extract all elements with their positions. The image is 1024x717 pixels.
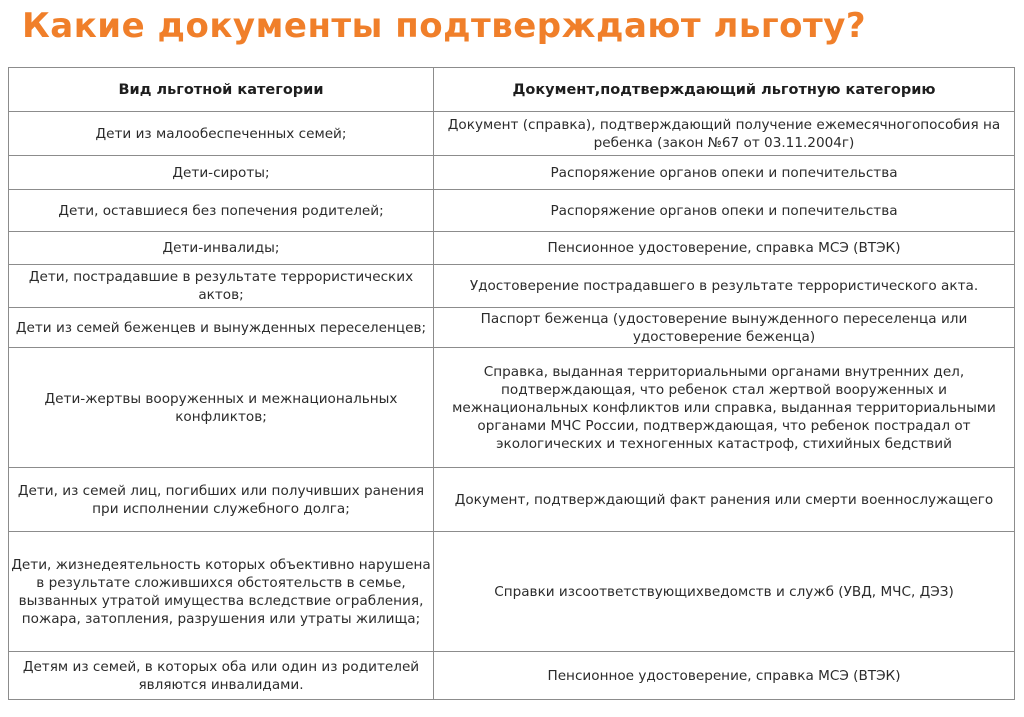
- document-cell: Справки изсоответствующихведомств и служб (УВД, МЧС, ДЭЗ): [434, 532, 1015, 652]
- table-row: [9, 468, 1015, 532]
- table-row: [9, 348, 1015, 468]
- table-row: [9, 156, 1015, 190]
- table-row: [9, 232, 1015, 265]
- table-row: [9, 112, 1015, 156]
- document-cell: Документ (справка), подтверждающий получение ежемесячногопособия на ребенка (закон №67 от 03.11.2004г): [434, 112, 1015, 156]
- document-cell: Удостоверение пострадавшего в результате террористического акта.: [434, 265, 1015, 308]
- page-title: Какие документы подтверждают льготу?: [22, 6, 867, 46]
- document-cell: Справка, выданная территориальными органами внутренних дел, подтверждающая, что ребенок стал жертвой вооруженных и межнациональных конфликтов или справка, выданная территориальными органами МЧС России, подтверждающая, что ребенок пострадал от экологических и техногенных катастроф, стихийных бедствий: [434, 348, 1015, 468]
- document-cell: Распоряжение органов опеки и попечительства: [434, 156, 1015, 190]
- category-cell: Дети из семей беженцев и вынужденных переселенцев;: [9, 308, 434, 348]
- table-row: [9, 265, 1015, 308]
- table-header-row: [9, 68, 1015, 112]
- category-cell: Дети-инвалиды;: [9, 232, 434, 265]
- category-cell: Дети из малообеспеченных семей;: [9, 112, 434, 156]
- document-cell: Пенсионное удостоверение, справка МСЭ (ВТЭК): [434, 652, 1015, 700]
- table-row: [9, 652, 1015, 700]
- table-row: [9, 532, 1015, 652]
- document-cell: Документ, подтверждающий факт ранения или смерти военнослужащего: [434, 468, 1015, 532]
- category-cell: Дети, из семей лиц, погибших или получивших ранения при исполнении служебного долга;: [9, 468, 434, 532]
- category-cell: Детям из семей, в которых оба или один из родителей являются инвалидами.: [9, 652, 434, 700]
- table-row: [9, 190, 1015, 232]
- document-cell: Паспорт беженца (удостоверение вынужденного переселенца или удостоверение беженца): [434, 308, 1015, 348]
- table-row: [9, 308, 1015, 348]
- category-cell: Дети, пострадавшие в результате террористических актов;: [9, 265, 434, 308]
- benefits-table: [8, 67, 1015, 700]
- column-header-category: Вид льготной категории: [9, 68, 434, 112]
- category-cell: Дети-сироты;: [9, 156, 434, 190]
- category-cell: Дети, оставшиеся без попечения родителей;: [9, 190, 434, 232]
- document-cell: Распоряжение органов опеки и попечительства: [434, 190, 1015, 232]
- column-header-document: Документ,подтверждающий льготную категорию: [434, 68, 1015, 112]
- category-cell: Дети, жизнедеятельность которых объективно нарушена в результате сложившихся обстоятельств в семье, вызванных утратой имущества вследствие ограбления, пожара, затопления, разрушения или утраты жилища;: [9, 532, 434, 652]
- document-cell: Пенсионное удостоверение, справка МСЭ (ВТЭК): [434, 232, 1015, 265]
- category-cell: Дети-жертвы вооруженных и межнациональных конфликтов;: [9, 348, 434, 468]
